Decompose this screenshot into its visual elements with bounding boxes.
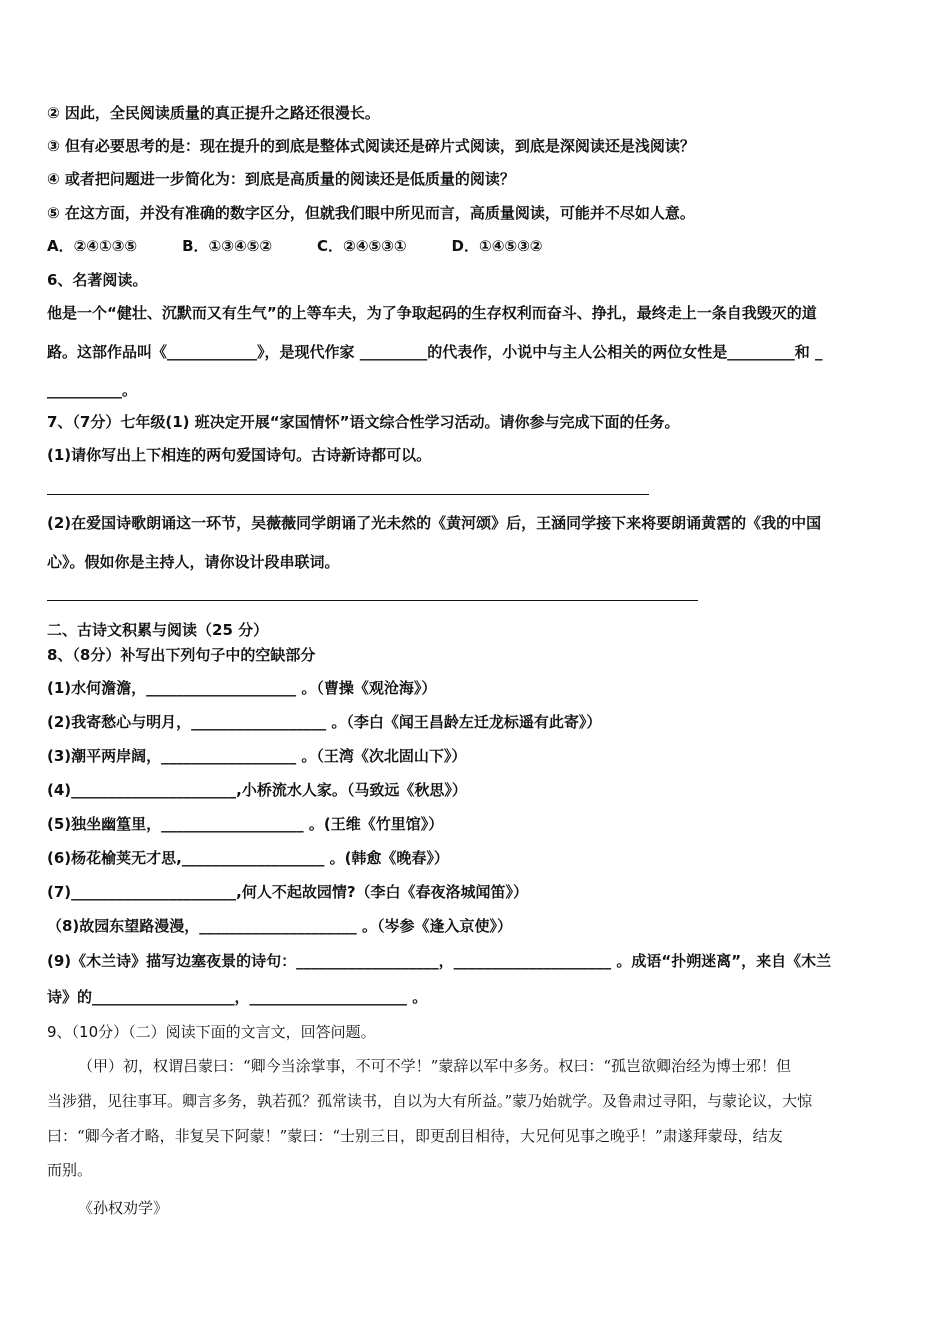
q6-line-2: 路。这部作品叫《____________》，是现代作家 _________的代表作，小说中与主人公相关的两位女性是_________和 _ <box>47 343 823 361</box>
q7-part-1: (1)请你写出上下相连的两句爱国诗句。古诗新诗都可以。 <box>47 446 432 464</box>
q9-passage-line-3: 曰：“卿今者才略，非复吴下阿蒙！”蒙曰：“士别三日，即更刮目相待，大兄何见事之晚乎！”肃遂拜蒙母，结友 <box>47 1127 783 1145</box>
q8-line-3: (3)潮平两岸阔，__________________ 。（王湾《次北固山下》） <box>47 747 467 765</box>
q8-line-1: (1)水何澹澹，____________________ 。（曹操《观沧海》） <box>47 679 437 697</box>
q6-line-1: 他是一个“健壮、沉默而又有生气”的上等车夫，为了争取起码的生存权利而奋斗、挣扎，最终走上一条自我毁灭的道 <box>47 304 817 322</box>
q8-line-6: (6)杨花榆荚无才思,___________________ 。(韩愈《晚春》） <box>47 849 449 867</box>
q8-line-7: (7)______________________,何人不起故园情?（李白《春夜洛城闻笛》） <box>47 883 529 901</box>
q7-answer-line-1[interactable] <box>47 494 649 495</box>
q6-title: 6、名著阅读。 <box>47 271 148 289</box>
q8-line-9b: 诗》的___________________，_____________________ 。 <box>47 988 428 1006</box>
q7-title: 7、（7分）七年级(1) 班决定开展“家国情怀”语文综合性学习活动。请你参与完成下面的任务。 <box>47 413 680 431</box>
q7-part-2-line-1: (2)在爱国诗歌朗诵这一环节，吴薇薇同学朗诵了光未然的《黄河颂》后，王涵同学接下来将要朗诵黄霑的《我的中国 <box>47 514 822 532</box>
q5-sentence-4: ④ 或者把问题进一步简化为：到底是高质量的阅读还是低质量的阅读？ <box>47 170 515 188</box>
q5-sentence-3: ③ 但有必要思考的是：现在提升的到底是整体式阅读还是碎片式阅读，到底是深阅读还是浅阅读？ <box>47 137 695 155</box>
q8-line-2: (2)我寄愁心与明月，__________________ 。（李白《闻王昌龄左迁龙标遥有此寄》） <box>47 713 602 731</box>
q9-passage-line-4: 而别。 <box>47 1161 93 1179</box>
q5-sentence-5: ⑤ 在这方面，并没有准确的数字区分，但就我们眼中所见而言，高质量阅读，可能并不尽如人意。 <box>47 204 695 222</box>
q6-line-3: __________。 <box>47 381 138 399</box>
q8-title: 8、（8分）补写出下列句子中的空缺部分 <box>47 646 316 664</box>
q8-line-8: （8)故园东望路漫漫，_____________________ 。（岑参《逢入京使》） <box>47 917 513 935</box>
q8-line-4: (4)______________________,小桥流水人家。（马致远《秋思》） <box>47 781 467 799</box>
q8-line-5: (5)独坐幽篁里，___________________ 。(王维《竹里馆》） <box>47 815 444 833</box>
q9-passage-line-1: （甲）初，权谓吕蒙曰：“卿今当涂掌事，不可不学！”蒙辞以军中多务。权曰：“孤岂欲卿治经为博士邪！但 <box>78 1057 792 1075</box>
q9-passage-line-2: 当涉猎，见往事耳。卿言多务，孰若孤？孤常读书，自以为大有所益。”蒙乃始就学。及鲁肃过寻阳，与蒙论议，大惊 <box>47 1092 813 1110</box>
q5-sentence-2: ② 因此，全民阅读质量的真正提升之路还很漫长。 <box>47 104 380 122</box>
q5-options: A．②④①③⑤ B．①③④⑤② C．②④⑤③① D．①④⑤③② <box>47 237 543 255</box>
q7-answer-line-2[interactable] <box>47 600 698 601</box>
q8-line-9a: (9)《木兰诗》描写边塞夜景的诗句：___________________，_____________________ 。成语“扑朔迷离”，来自《木兰 <box>47 952 832 970</box>
q9-source: 《孙权劝学》 <box>78 1199 169 1217</box>
section-2-title: 二、古诗文积累与阅读（25 分） <box>47 621 269 639</box>
q7-part-2-line-2: 心》。假如你是主持人，请你设计段串联词。 <box>47 553 340 571</box>
q9-title: 9、（10分）（二）阅读下面的文言文，回答问题。 <box>47 1023 376 1041</box>
